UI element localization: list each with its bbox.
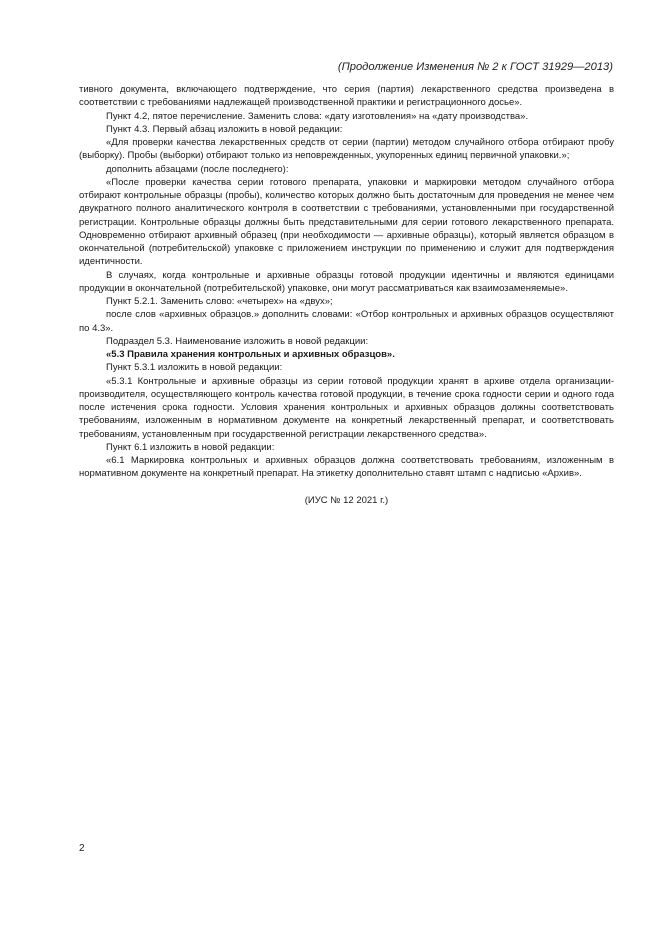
paragraph: Пункт 5.3.1 изложить в новой редакции: [106, 362, 283, 374]
paragraph: тивного документа, включающего подтверждение, что серия (партия) лекарственного средства произведена в соответствии с требованиями надлежащей производственной практики и регистрационного досье». [79, 84, 614, 109]
document-body [79, 83, 614, 507]
paragraph: В случаях, когда контрольные и архивные образцы готовой продукции идентичны и являются единицами продукции в окончательной (потребительской) упаковке, они могут рассматриваться как взаимозаменяемые». [79, 269, 614, 294]
paragraph: Пункт 4.3. Первый абзац изложить в новой редакции: [106, 123, 343, 135]
paragraph: дополнить абзацами (после последнего): [106, 163, 289, 175]
paragraph: «Для проверки качества лекарственных средств от серии (партии) методом случайного отбора отбирают пробу (выборку). Пробы (выборки) отбирают только из неповрежденных, укупоренных единиц первичной упаковки.»; [79, 137, 614, 162]
paragraph: «После проверки качества серии готового препарата, упаковки и маркировки методом случайного отбора отбирают контрольные образцы (пробы), количество которых должно быть достаточным для проведения не менее чем двукратного полного аналитического контроля в соответствии с требованиями, установленными при государственной регистрации. Контрольные образцы должны быть представительными для серии готового лекарственного препарата. Одновременно отбирают архивный образец (при необходимости — архивные образцы), который является образцом в окончательной (потребительской) упаковке с приложением инструкции по применению и служит для подтверждения идентичности. [79, 176, 614, 268]
paragraph: «5.3.1 Контрольные и архивные образцы из серии готовой продукции хранят в архиве отдела организации-производителя, осуществляющего контроль качества готовой продукции, в течение срока годности серии и одного года после истечения срока годности. Условия хранения контрольных и архивных образцов должны соответствовать требованиям, изложенным в нормативном документе на конкретный лекарственный препарат, и соответствовать требованиям, установленным при государственной регистрации лекарственного средства». [79, 375, 614, 440]
paragraph: Пункт 6.1 изложить в новой редакции: [106, 441, 275, 453]
paragraph: Пункт 4.2, пятое перечисление. Заменить слова: «дату изготовления» на «дату производства». [106, 110, 529, 122]
paragraph: «6.1 Маркировка контрольных и архивных образцов должна соответствовать требованиям, изложенным в нормативном документе на конкретный препарат. На этикетку дополнительно ставят штамп с надписью «Архив». [79, 455, 614, 480]
source-note: (ИУС № 12 2021 г.) [304, 494, 389, 506]
paragraph: после слов «архивных образцов.» дополнить словами: «Отбор контрольных и архивных образцов осуществляют по 4.3». [79, 309, 614, 334]
paragraph: Подраздел 5.3. Наименование изложить в новой редакции: [106, 335, 369, 347]
section-heading: «5.3 Правила хранения контрольных и архивных образцов». [106, 349, 395, 360]
continuation-header: (Продолжение Изменения № 2 к ГОСТ 31929—2013) [337, 61, 613, 73]
page-number: 2 [79, 843, 85, 854]
paragraph: Пункт 5.2.1. Заменить слово: «четырех» на «двух»; [106, 296, 333, 307]
